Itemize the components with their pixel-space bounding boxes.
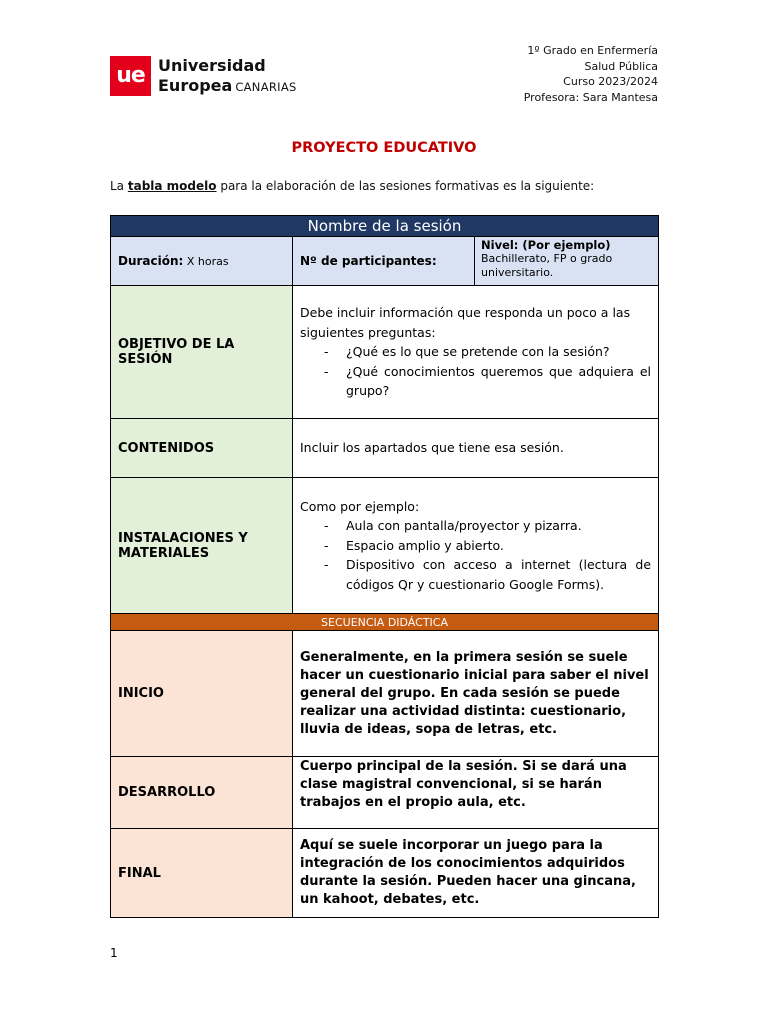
- document-title: PROYECTO EDUCATIVO: [291, 140, 477, 156]
- start-label: INICIO: [111, 631, 293, 757]
- logo-line-1: Universidad: [158, 56, 266, 75]
- facilities-list: [300, 516, 651, 594]
- level-label: Nivel: (Por ejemplo): [481, 238, 611, 252]
- university-logo: [110, 56, 310, 96]
- development-label: DESARROLLO: [111, 757, 293, 829]
- session-name-header: Nombre de la sesión: [111, 216, 659, 237]
- session-info-row: [111, 237, 659, 286]
- didactic-sequence-header: SECUENCIA DIDÁCTICA: [111, 614, 659, 631]
- facilities-row: [111, 478, 659, 614]
- course-year: Curso 2023/2024: [563, 75, 658, 88]
- duration-value: X horas: [183, 255, 229, 268]
- start-text: Generalmente, en la primera sesión se suele hacer un cuestionario inicial para saber el nivel general del grupo. En cada sesión se puede realizar una actividad distinta: cuestionario, lluvia de ideas, sopa de letras, etc.: [293, 631, 659, 757]
- final-row: [111, 829, 659, 918]
- didactic-sequence-row: [111, 614, 659, 631]
- logo-mark: ue: [110, 56, 151, 96]
- level-cell: [475, 237, 659, 286]
- facilities-item: - Aula con pantalla/proyector y pizarra.: [324, 516, 651, 536]
- final-text: Aquí se suele incorporar un juego para la integración de los conocimientos adquiridos durante la sesión. Pueden hacer una gincana, un kahoot, debates, etc.: [293, 829, 659, 918]
- final-label: FINAL: [111, 829, 293, 918]
- intro-emphasis: tabla modelo: [127, 179, 217, 193]
- facilities-item: - Espacio amplio y abierto.: [324, 536, 651, 556]
- development-row: [111, 757, 659, 829]
- objective-row: [111, 286, 659, 419]
- course-degree: 1º Grado en Enfermería: [527, 44, 658, 57]
- contents-text: Incluir los apartados que tiene esa sesión.: [293, 419, 659, 478]
- intro-after: para la elaboración de las sesiones formativas es la siguiente:: [216, 179, 595, 193]
- level-value: Bachillerato, FP o grado universitario.: [481, 252, 613, 279]
- contents-label: CONTENIDOS: [111, 419, 293, 478]
- objective-list: [300, 342, 651, 401]
- logo-line-2-suffix: CANARIAS: [235, 80, 297, 94]
- development-text: Cuerpo principal de la sesión. Si se dará una clase magistral convencional, si se harán trabajos en el propio aula, etc.: [293, 757, 659, 829]
- duration-cell: [111, 237, 293, 286]
- contents-row: [111, 419, 659, 478]
- intro-before: La: [110, 179, 128, 193]
- duration-label: Duración:: [118, 254, 184, 268]
- session-template-table: [110, 215, 659, 918]
- participants-cell: [293, 237, 475, 286]
- objective-item: - ¿Qué conocimientos queremos que adquiera el grupo?: [324, 362, 651, 401]
- facilities-content: [293, 478, 659, 614]
- logo-line-2-main: Europea: [158, 76, 233, 95]
- session-name-row: [111, 216, 659, 237]
- page-number: 1: [110, 946, 118, 960]
- course-subject: Salud Pública: [584, 59, 658, 73]
- objective-item: - ¿Qué es lo que se pretende con la sesión?: [324, 342, 651, 362]
- objective-text: Debe incluir información que responda un poco a las siguientes preguntas:: [300, 305, 631, 340]
- facilities-label: INSTALACIONES Y MATERIALES: [111, 478, 293, 614]
- course-teacher: Profesora: Sara Mantesa: [523, 90, 658, 104]
- objective-label: OBJETIVO DE LA SESIÓN: [111, 286, 293, 419]
- participants-label: Nº de participantes:: [300, 254, 437, 268]
- facilities-item: - Dispositivo con acceso a internet (lectura de códigos Qr y cuestionario Google Forms).: [324, 555, 651, 594]
- start-row: [111, 631, 659, 757]
- logo-line-2: [158, 76, 297, 97]
- intro-paragraph: [110, 179, 594, 193]
- course-info: [524, 43, 658, 105]
- facilities-text: Como por ejemplo:: [300, 498, 420, 514]
- objective-content: [293, 286, 659, 419]
